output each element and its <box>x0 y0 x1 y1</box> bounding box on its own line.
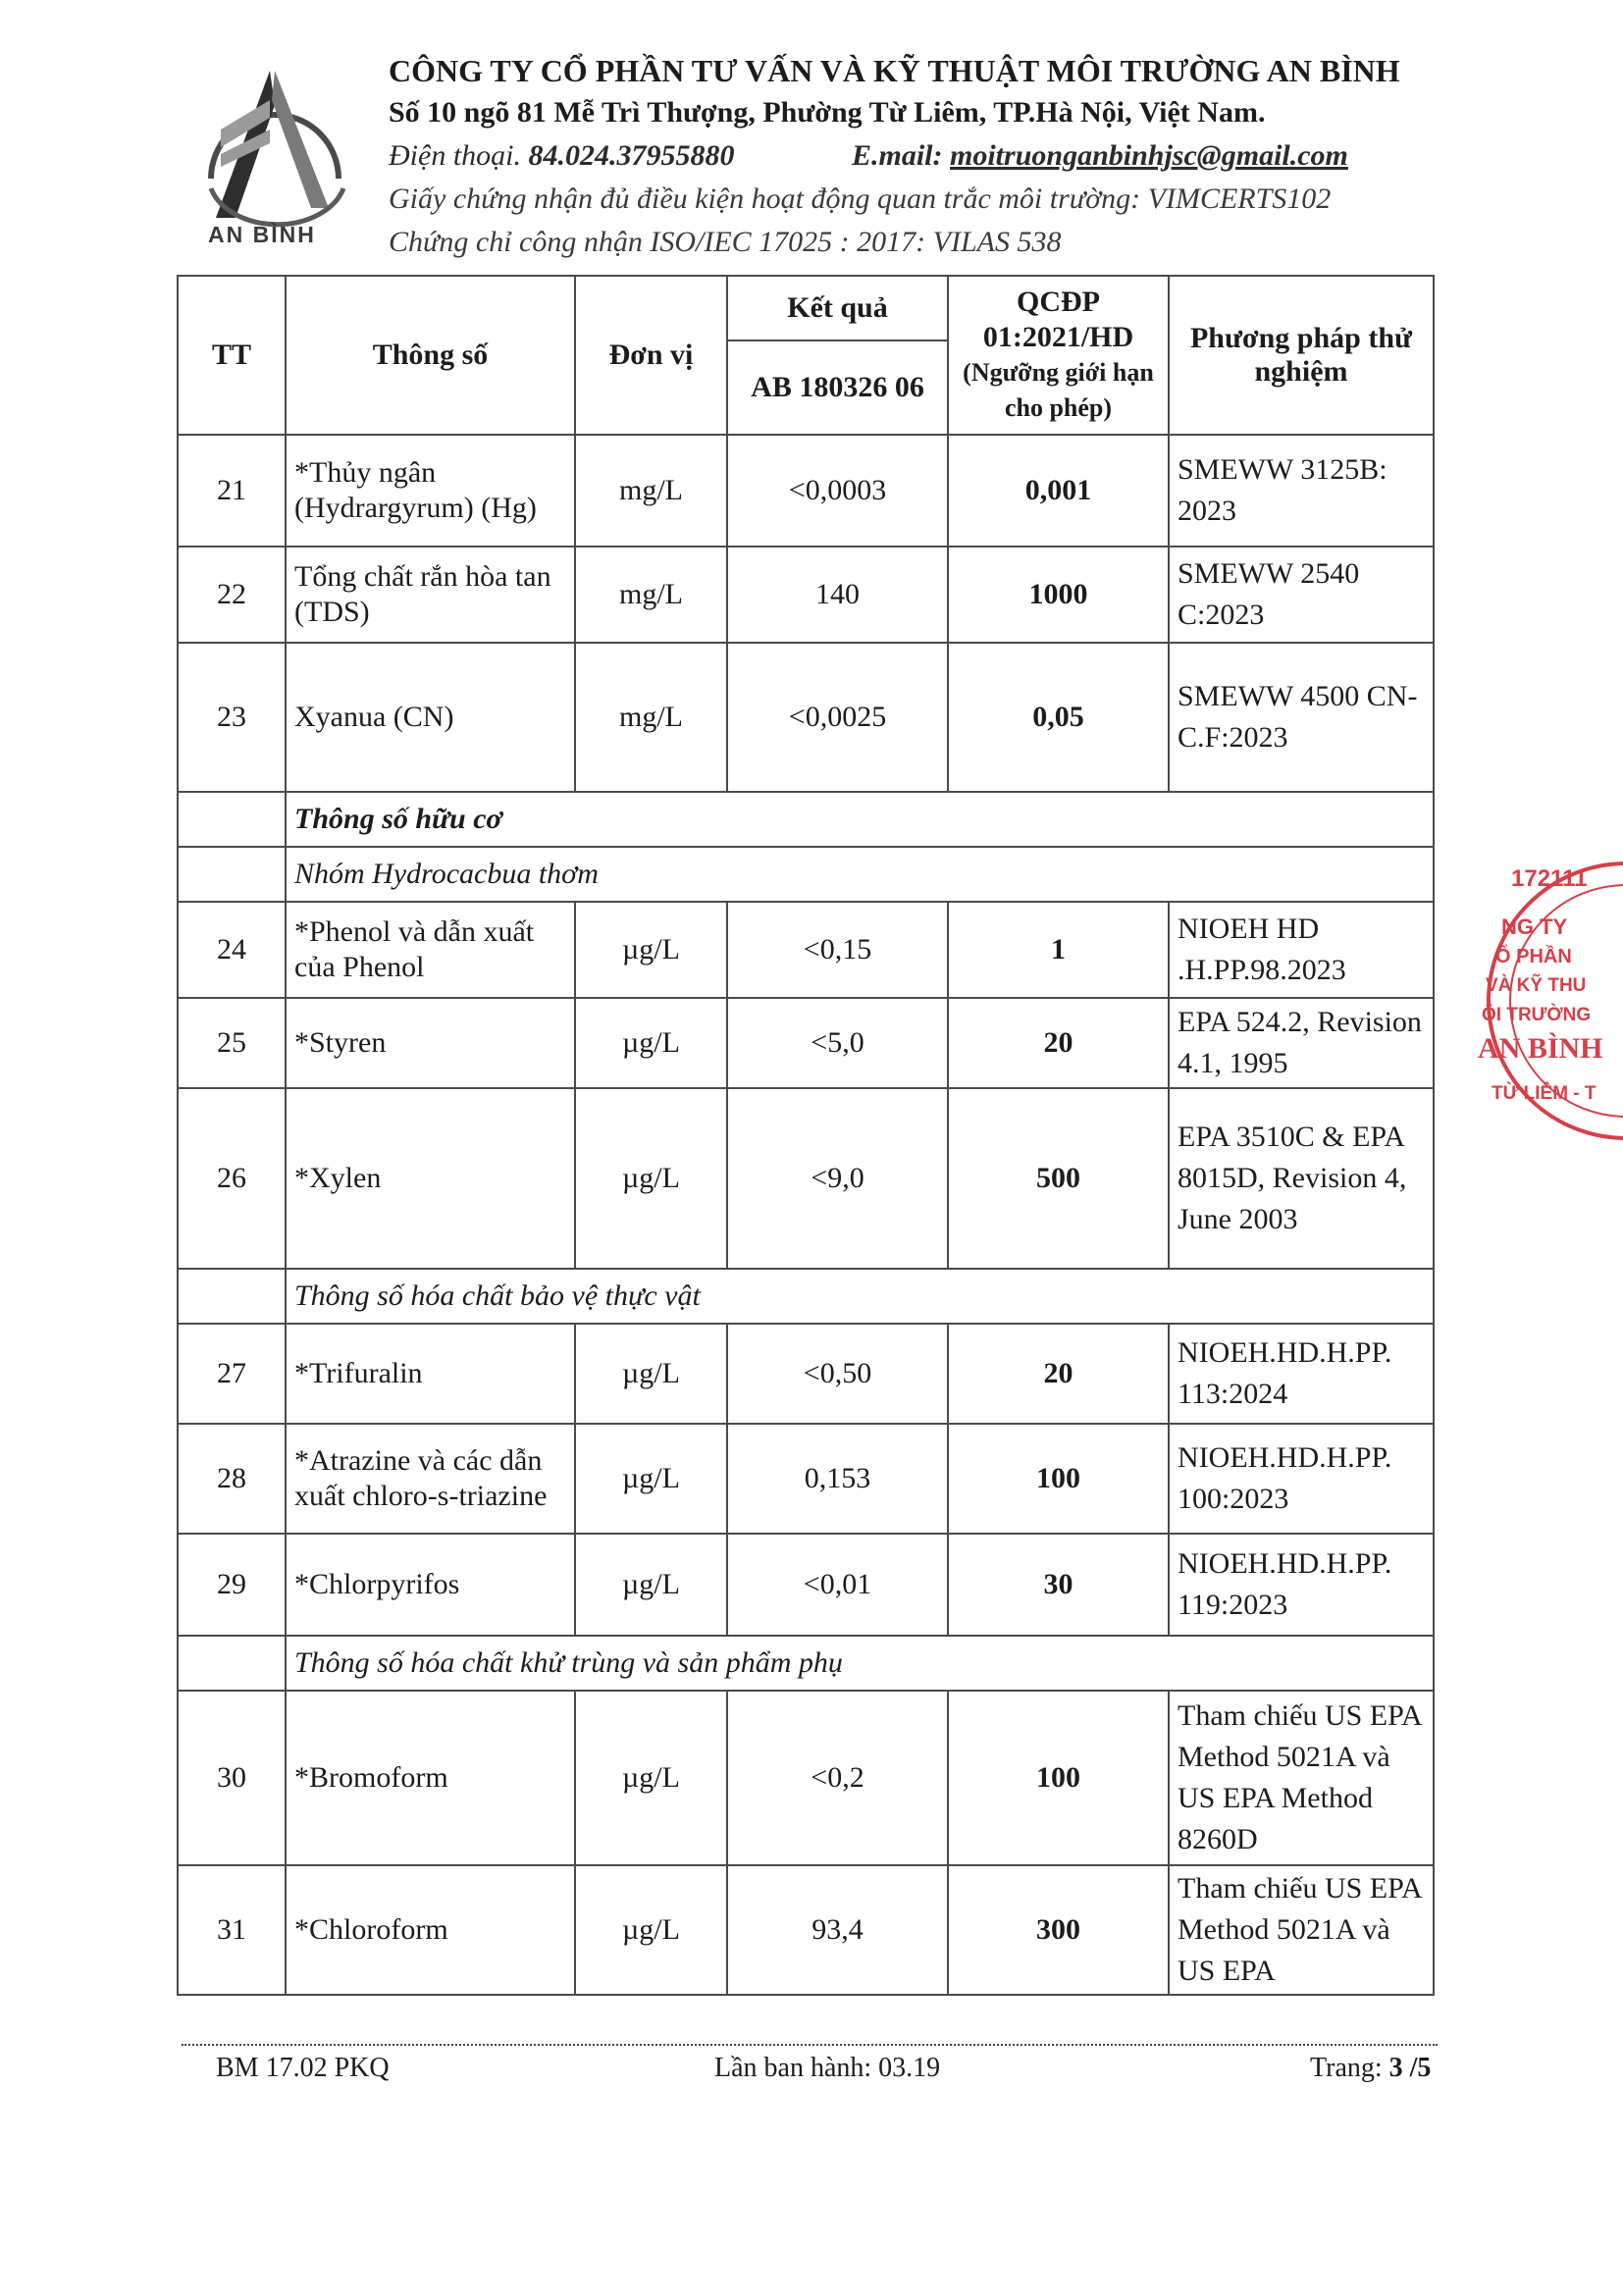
test-method: SMEWW 4500 CN-C.F:2023 <box>1169 643 1434 792</box>
unit: mg/L <box>575 435 727 547</box>
seal-line7: TỪ LIÊM - T <box>1492 1083 1597 1104</box>
table-row <box>178 1424 1434 1534</box>
limit-value: 300 <box>948 1865 1169 1995</box>
limit-value: 0,05 <box>948 643 1169 792</box>
seal-line1: 172111 <box>1511 865 1588 892</box>
section-organic: Thông số hữu cơ <box>286 792 1434 847</box>
test-method: EPA 3510C & EPA 8015D, Revision 4, June 2003 <box>1169 1088 1434 1269</box>
page-label: Trang: <box>1310 2053 1383 2083</box>
result-value: <0,2 <box>727 1691 948 1865</box>
seal-line5: ÔI TRƯỜNG <box>1482 1005 1592 1025</box>
group-disinfect: Thông số hóa chất khử trùng và sản phẩm phụ <box>286 1636 1434 1691</box>
company-seal <box>1474 852 1623 1151</box>
table-row <box>178 1088 1434 1269</box>
letterhead <box>0 0 1623 275</box>
result-value: 140 <box>727 547 948 643</box>
unit: µg/L <box>575 1424 727 1534</box>
test-method: NIOEH.HD.H.PP. 100:2023 <box>1169 1424 1434 1534</box>
parameter-name: *Trifuralin <box>286 1324 575 1424</box>
header-row-1 <box>178 276 1434 340</box>
col-header-sample: AB 180326 06 <box>727 340 948 435</box>
seal-line4: VÀ KỸ THU <box>1486 975 1587 996</box>
row-number: 24 <box>178 902 286 998</box>
parameter-name: Xyanua (CN) <box>286 643 575 792</box>
limit-line3: (Ngưỡng giới hạn cho phép) <box>963 358 1154 422</box>
limit-line1: QCĐP <box>1017 286 1100 318</box>
seal-line2: NG TY <box>1501 914 1568 939</box>
result-value: <0,15 <box>727 902 948 998</box>
email-link[interactable]: moitruonganbinhjsc@gmail.com <box>950 139 1348 172</box>
table-row <box>178 643 1434 792</box>
row-number: 21 <box>178 435 286 547</box>
limit-value: 1000 <box>948 547 1169 643</box>
group-aromatic: Nhóm Hydrocacbua thơm <box>286 847 1434 902</box>
page-number <box>1310 2053 1431 2084</box>
col-header-unit: Đơn vị <box>575 276 727 435</box>
parameter-name: *Chlorpyrifos <box>286 1534 575 1636</box>
table-row <box>178 547 1434 643</box>
limit-value: 500 <box>948 1088 1169 1269</box>
limit-line2: 01:2021/HD <box>982 321 1134 353</box>
test-method: SMEWW 2540 C:2023 <box>1169 547 1434 643</box>
contact-line <box>389 139 1348 173</box>
col-header-method: Phương pháp thử nghiệm <box>1169 276 1434 435</box>
seal-ring-icon <box>1474 852 1623 1151</box>
test-method: NIOEH.HD.H.PP. 113:2024 <box>1169 1324 1434 1424</box>
logo-text: AN BÌNH <box>208 222 316 247</box>
group-row-disinfect <box>178 1636 1434 1691</box>
limit-value: 100 <box>948 1424 1169 1534</box>
row-number: 27 <box>178 1324 286 1424</box>
parameter-name: *Thủy ngân (Hydrargyrum) (Hg) <box>286 435 575 547</box>
test-method: Tham chiếu US EPA Method 5021A và US EPA <box>1169 1865 1434 1995</box>
parameter-name: *Bromoform <box>286 1691 575 1865</box>
unit: µg/L <box>575 1865 727 1995</box>
vimcerts-cert: Giấy chứng nhận đủ điều kiện hoạt động quan trắc môi trường: VIMCERTS102 <box>389 183 1332 215</box>
table-row <box>178 1324 1434 1424</box>
company-address: Số 10 ngõ 81 Mễ Trì Thượng, Phường Từ Liêm, TP.Hà Nội, Việt Nam. <box>389 96 1266 129</box>
footer-divider <box>182 2044 1438 2046</box>
parameter-name: *Styren <box>286 998 575 1088</box>
email-label: E.mail: <box>852 139 943 172</box>
table-row <box>178 1691 1434 1865</box>
unit: µg/L <box>575 998 727 1088</box>
form-code: BM 17.02 PKQ <box>216 2053 390 2083</box>
unit: µg/L <box>575 1534 727 1636</box>
parameter-name: Tổng chất rắn hòa tan (TDS) <box>286 547 575 643</box>
parameter-name: *Chloroform <box>286 1865 575 1995</box>
test-method: NIOEH.HD.H.PP. 119:2023 <box>1169 1534 1434 1636</box>
test-method: SMEWW 3125B: 2023 <box>1169 435 1434 547</box>
group-pesticide: Thông số hóa chất bảo vệ thực vật <box>286 1269 1434 1324</box>
limit-value: 100 <box>948 1691 1169 1865</box>
unit: µg/L <box>575 1324 727 1424</box>
results-table <box>177 275 1435 1996</box>
unit: µg/L <box>575 1088 727 1269</box>
result-value: 0,153 <box>727 1424 948 1534</box>
col-header-param: Thông số <box>286 276 575 435</box>
test-method: NIOEH HD .H.PP.98.2023 <box>1169 902 1434 998</box>
seal-line3: Ổ PHẦN <box>1495 946 1572 967</box>
unit: mg/L <box>575 643 727 792</box>
col-header-result: Kết quả <box>727 276 948 340</box>
rows-group-d <box>178 1691 1434 1995</box>
limit-value: 20 <box>948 1324 1169 1424</box>
result-value: <0,0003 <box>727 435 948 547</box>
limit-value: 1 <box>948 902 1169 998</box>
row-number: 23 <box>178 643 286 792</box>
unit: mg/L <box>575 547 727 643</box>
table-row <box>178 435 1434 547</box>
col-header-limit <box>948 276 1169 435</box>
row-number: 26 <box>178 1088 286 1269</box>
rows-group-a <box>178 435 1434 792</box>
parameter-name: *Xylen <box>286 1088 575 1269</box>
limit-value: 30 <box>948 1534 1169 1636</box>
table-row <box>178 1865 1434 1995</box>
table-row <box>178 998 1434 1088</box>
row-number: 22 <box>178 547 286 643</box>
result-value: 93,4 <box>727 1865 948 1995</box>
row-number: 29 <box>178 1534 286 1636</box>
company-name: CÔNG TY CỔ PHẦN TƯ VẤN VÀ KỸ THUẬT MÔI TRƯỜNG AN BÌNH <box>389 53 1400 88</box>
group-row-aromatic <box>178 847 1434 902</box>
table-row <box>178 902 1434 998</box>
col-header-tt: TT <box>178 276 286 435</box>
section-row-organic <box>178 792 1434 847</box>
result-value: <0,01 <box>727 1534 948 1636</box>
table-row <box>178 1534 1434 1636</box>
phone-number: 84.024.37955880 <box>528 139 735 172</box>
test-method: Tham chiếu US EPA Method 5021A và US EPA Method 8260D <box>1169 1691 1434 1865</box>
row-number: 31 <box>178 1865 286 1995</box>
rows-group-b <box>178 902 1434 1269</box>
row-number: 25 <box>178 998 286 1088</box>
rows-group-c <box>178 1324 1434 1636</box>
parameter-name: *Phenol và dẫn xuất của Phenol <box>286 902 575 998</box>
group-row-pesticide <box>178 1269 1434 1324</box>
issue-number: Lần ban hành: 03.19 <box>714 2053 941 2083</box>
row-number: 28 <box>178 1424 286 1534</box>
unit: µg/L <box>575 1691 727 1865</box>
result-value: <9,0 <box>727 1088 948 1269</box>
email-block <box>852 139 1348 173</box>
company-logo-icon <box>201 61 348 247</box>
phone-label: Điện thoại. <box>389 139 521 172</box>
limit-value: 0,001 <box>948 435 1169 547</box>
row-number: 30 <box>178 1691 286 1865</box>
seal-line6: AN BÌNH <box>1478 1032 1603 1065</box>
test-method: EPA 524.2, Revision 4.1, 1995 <box>1169 998 1434 1088</box>
page-value: 3 /5 <box>1388 2053 1432 2083</box>
result-value: <5,0 <box>727 998 948 1088</box>
limit-value: 20 <box>948 998 1169 1088</box>
iso-cert: Chứng chỉ công nhận ISO/IEC 17025 : 2017: VILAS 538 <box>389 226 1062 258</box>
unit: µg/L <box>575 902 727 998</box>
result-value: <0,50 <box>727 1324 948 1424</box>
parameter-name: *Atrazine và các dẫn xuất chloro-s-triazine <box>286 1424 575 1534</box>
result-value: <0,0025 <box>727 643 948 792</box>
